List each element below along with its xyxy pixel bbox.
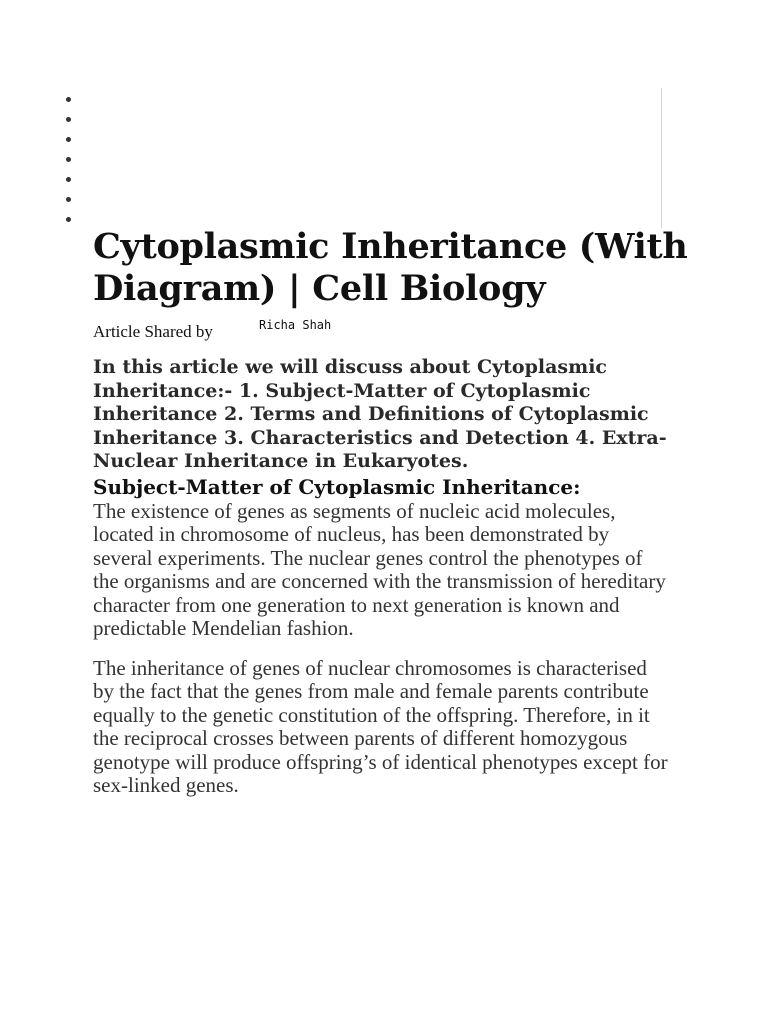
article-title: Cytoplasmic Inheritance (With Diagram) | Cell Biology xyxy=(93,226,688,309)
byline xyxy=(93,318,693,346)
byline-label: Article Shared by xyxy=(93,322,213,341)
author-name[interactable]: Richa Shah xyxy=(259,318,332,332)
paragraph: The inheritance of genes of nuclear chromosomes is characterised by the fact that the genes from male and female parents contribute equally to the genetic constitution of the offspring. Therefore, in it the reciprocal crosses between parents of different homozygous genotype will produce offspring’s of identical phenotypes except for sex-linked genes. xyxy=(93,655,668,797)
article-summary: In this article we will discuss about Cytoplasmic Inheritance:- 1. Subject-Matter of Cytoplasmic Inheritance 2. Terms and Definitions of Cytoplasmic Inheritance 3. Characteristics and Detection 4. Extra-Nuclear Inheritance in Eukaryotes. xyxy=(93,356,667,472)
section-heading: Subject-Matter of Cytoplasmic Inheritance: xyxy=(93,474,581,499)
article-content xyxy=(93,226,693,798)
vertical-divider xyxy=(661,88,662,228)
paragraph: The existence of genes as segments of nucleic acid molecules, located in chromosome of nucleus, has been demonstrated by several experiments. The nuclear genes control the phenotypes of the organisms and are concerned with the transmission of hereditary character from one generation to next generation is known and predictable Mendelian fashion. xyxy=(93,498,666,640)
